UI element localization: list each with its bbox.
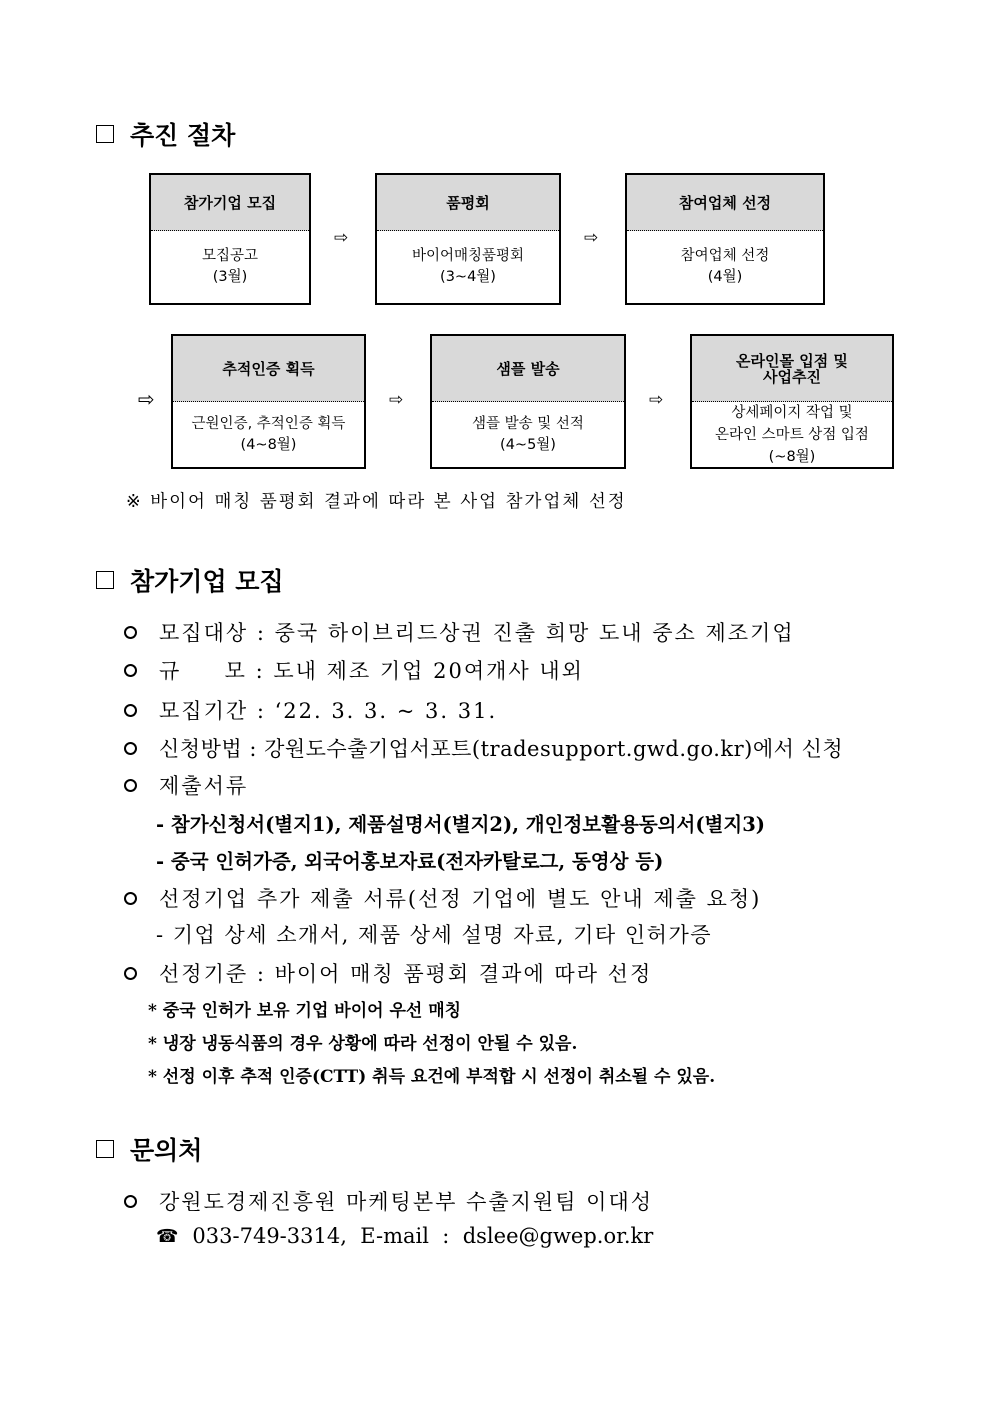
list-item-method: 신청방법 : 강원도수출기업서포트(tradesupport.gwd.go.kr)에서 신청 (124, 733, 843, 763)
list-item-period: 모집기간 : ‘22. 3. 3. ~ 3. 31. (124, 695, 497, 725)
arrow-right-icon: ⇨ (584, 228, 599, 248)
criteria-note: * 선정 이후 추적 인증(CTT) 취득 요건에 부적합 시 선정이 취소될 수 있음. (148, 1067, 716, 1087)
square-bullet-icon (96, 571, 114, 589)
step-period: (4월) (707, 269, 743, 285)
arrow-right-icon: ⇨ (334, 228, 349, 248)
procedure-step-6 (690, 334, 894, 469)
step-period: (3~4월) (440, 269, 496, 285)
step-desc: 근원인증, 추적인증 획득 (191, 415, 346, 432)
step-title (692, 336, 892, 402)
extra-sub-item: - 기업 상세 소개서, 제품 상세 설명 자료, 기타 인허가증 (156, 923, 713, 947)
circle-bullet-icon (124, 704, 137, 717)
step-title-line: 사업추진 (763, 367, 821, 386)
circle-bullet-icon (124, 892, 137, 905)
contact-phone-line (156, 1224, 653, 1248)
arrow-right-icon: ⇨ (649, 390, 664, 410)
list-item-target: 모집대상 : 중국 하이브리드상권 진출 희망 도내 중소 제조기업 (124, 617, 795, 647)
circle-bullet-icon (124, 664, 137, 677)
step-desc: 모집공고 (201, 248, 259, 264)
circle-bullet-icon (124, 626, 137, 639)
step-period: (4~5월) (500, 436, 556, 453)
section-title: 참가기업 모집 (130, 567, 284, 596)
circle-bullet-icon (124, 1195, 137, 1208)
procedure-step-5 (430, 334, 626, 469)
list-item-extra: 선정기업 추가 제출 서류(선정 기업에 별도 안내 제출 요청) (124, 883, 761, 913)
step-title: 참여업체 선정 (627, 175, 823, 231)
procedure-step-1 (149, 173, 311, 305)
criteria-note: * 냉장 냉동식품의 경우 상황에 따라 선정이 안될 수 있음. (148, 1034, 578, 1054)
step-period: (~8월) (768, 449, 816, 465)
list-item-scale: 규 모 : 도내 제조 기업 20여개사 내외 (124, 655, 584, 685)
step-title: 품평회 (377, 175, 559, 231)
step-title: 추적인증 획득 (173, 336, 364, 402)
step-desc: 참여업체 선정 (680, 248, 770, 264)
step-desc: 온라인 스마트 상점 입점 (715, 427, 869, 443)
step-period: (3월) (212, 269, 248, 285)
square-bullet-icon (96, 1140, 114, 1158)
section-heading-recruit (96, 562, 284, 598)
procedure-step-4 (171, 334, 366, 469)
step-title-line: 온라인몰 입점 및 (736, 351, 848, 370)
arrow-right-icon: ⇨ (138, 387, 155, 411)
list-item-criteria: 선정기준 : 바이어 매칭 품평회 결과에 따라 선정 (124, 958, 652, 988)
section-title: 추진 절차 (130, 121, 236, 150)
circle-bullet-icon (124, 967, 137, 980)
contact-details: 033-749-3314, E-mail : dslee@gwep.or.kr (192, 1224, 654, 1248)
procedure-step-2 (375, 173, 561, 305)
docs-sub-item: - 참가신청서(별지1), 제품설명서(별지2), 개인정보활용동의서(별지3) (156, 813, 766, 836)
circle-bullet-icon (124, 779, 137, 792)
step-desc: 바이어매칭품평회 (411, 248, 525, 264)
list-item-contact: 강원도경제진흥원 마케팅본부 수출지원팀 이대성 (124, 1186, 653, 1216)
square-bullet-icon (96, 125, 114, 143)
step-title: 샘플 발송 (432, 336, 624, 402)
step-desc: 상세페이지 작업 및 (731, 405, 853, 421)
section-heading-procedure (96, 116, 235, 152)
step-period: (4~8월) (240, 436, 297, 453)
arrow-right-icon: ⇨ (389, 390, 404, 410)
section-heading-contact (96, 1131, 202, 1167)
docs-sub-item: - 중국 인허가증, 외국어홍보자료(전자카탈로그, 동영상 등) (156, 850, 664, 873)
procedure-note: ※ 바이어 매칭 품평회 결과에 따라 본 사업 참가업체 선정 (126, 492, 627, 512)
telephone-icon: ☎ (156, 1225, 179, 1247)
list-item-docs: 제출서류 (124, 770, 248, 800)
step-desc: 샘플 발송 및 선적 (472, 415, 584, 432)
step-title: 참가기업 모집 (151, 175, 309, 231)
criteria-note: * 중국 인허가 보유 기업 바이어 우선 매칭 (148, 1001, 462, 1021)
section-title: 문의처 (130, 1136, 203, 1165)
circle-bullet-icon (124, 742, 137, 755)
procedure-step-3 (625, 173, 825, 305)
